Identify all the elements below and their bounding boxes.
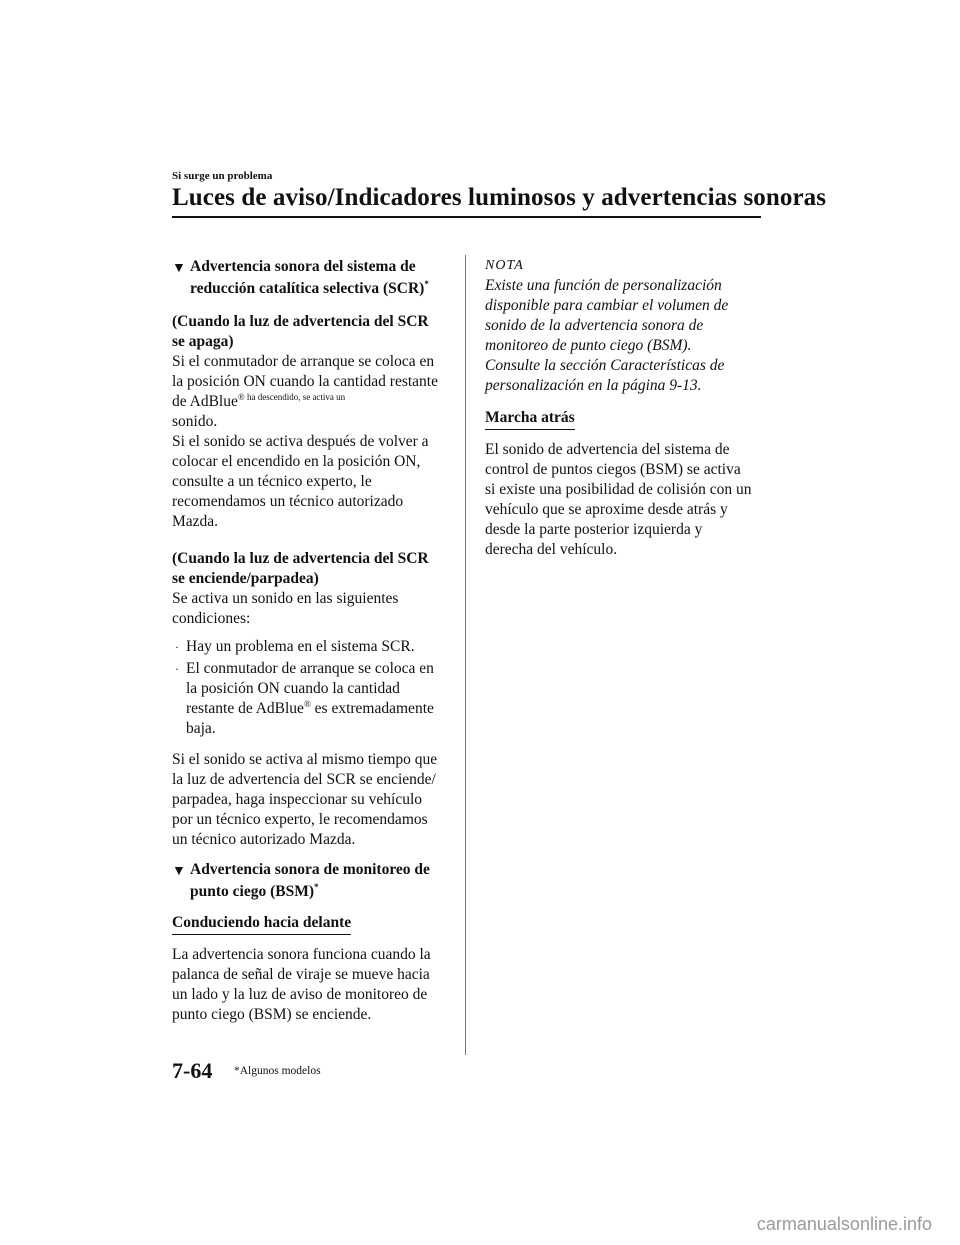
reverse-paragraph xyxy=(485,440,763,560)
list-item-text: la posición ON cuando la cantidad xyxy=(186,680,400,697)
scr-heading-line1: Advertencia sonora del sistema de xyxy=(190,258,416,275)
left-column xyxy=(172,256,442,1025)
scr-on-subheading xyxy=(172,549,442,589)
text-line: Si el sonido se activa después de volver a xyxy=(172,433,429,450)
text-line: monitoreo de punto ciego (BSM). xyxy=(485,337,692,354)
text-line: punto ciego (BSM) se enciende. xyxy=(172,1006,372,1023)
forward-paragraph xyxy=(172,945,442,1025)
text-line: derecha del vehículo. xyxy=(485,541,618,558)
title-rule xyxy=(172,216,761,218)
text-line: vehículo que se aproxime desde atrás y xyxy=(485,501,728,518)
scr-off-subheading xyxy=(172,312,442,352)
list-item-text: Hay un problema en el sistema SCR. xyxy=(186,638,415,655)
text-line: El sonido de advertencia del sistema de xyxy=(485,441,730,458)
subheading-line: (Cuando la luz de advertencia del SCR xyxy=(172,313,429,330)
text-line: Se activa un sonido en las siguientes xyxy=(172,590,399,607)
spacer xyxy=(172,532,442,549)
subheading-line: se apaga) xyxy=(172,333,234,350)
text-line: de AdBlue xyxy=(172,393,238,410)
registered-mark: ® xyxy=(303,699,311,709)
list-item xyxy=(172,659,442,739)
text-line: condiciones: xyxy=(172,610,251,627)
note-label: NOTA xyxy=(485,258,524,273)
footnote: *Algunos modelos xyxy=(234,1065,321,1077)
forward-subheading: Conduciendo hacia delante xyxy=(172,913,351,935)
text-line: si existe una posibilidad de colisión con un xyxy=(485,481,752,498)
reverse-subheading-wrap xyxy=(485,408,763,430)
text-line: consulte a un técnico experto, le xyxy=(172,473,372,490)
text-line: colocar el encendido en la posición ON, xyxy=(172,453,421,470)
reverse-subheading: Marcha atrás xyxy=(485,408,575,430)
text-line: la luz de advertencia del SCR se enciende/ xyxy=(172,771,436,788)
text-line: Existe una función de personalización xyxy=(485,277,722,294)
text-line: desde la parte posterior izquierda y xyxy=(485,521,703,538)
bsm-sound-heading xyxy=(172,859,442,903)
text-line: Si el sonido se activa al mismo tiempo que xyxy=(172,751,438,768)
scr-on-paragraph xyxy=(172,750,442,850)
spacer xyxy=(172,741,442,750)
text-line: sonido de la advertencia sonora de xyxy=(485,317,704,334)
conditions-list xyxy=(172,637,442,739)
bullet-dot-icon: · xyxy=(175,662,179,676)
watermark: carmanualsonline.info xyxy=(756,1214,932,1234)
column-divider xyxy=(465,255,466,1055)
section-label: Si surge un problema xyxy=(172,170,273,182)
text-line: Mazda. xyxy=(172,513,219,530)
list-item-text: restante de AdBlue xyxy=(186,700,304,717)
text-line: un técnico autorizado Mazda. xyxy=(172,831,356,848)
scr-heading-line2: reducción catalítica selectiva (SCR) xyxy=(190,280,425,297)
text-line: La advertencia sonora funciona cuando la xyxy=(172,946,431,963)
text-line: recomendamos un técnico autorizado xyxy=(172,493,404,510)
text-line: personalización en la página 9-13. xyxy=(485,377,702,394)
text-line: parpadea, haga inspeccionar su vehículo xyxy=(172,791,423,808)
bsm-heading-line1: Advertencia sonora de monitoreo de xyxy=(190,861,430,878)
list-item-text: es extremadamente xyxy=(310,700,434,717)
subheading-line: (Cuando la luz de advertencia del SCR xyxy=(172,550,429,567)
text-line: Si el conmutador de arranque se coloca en xyxy=(172,353,435,370)
bsm-heading-line2: punto ciego (BSM) xyxy=(190,883,314,900)
asterisk-marker: * xyxy=(314,882,319,892)
spacer xyxy=(172,850,442,859)
text-line: palanca de señal de viraje se mueve hacia xyxy=(172,966,430,983)
scr-off-paragraph xyxy=(172,352,442,532)
text-line: un lado y la luz de aviso de monitoreo de xyxy=(172,986,428,1003)
triangle-down-icon: ▼ xyxy=(172,261,186,276)
list-item-text: baja. xyxy=(186,720,216,737)
registered-mark: ® ha descendido, se activa un xyxy=(237,392,346,402)
page-title: Luces de aviso/Indicadores luminosos y advertencias sonoras xyxy=(172,184,827,211)
text-line: Consulte la sección Características de xyxy=(485,357,725,374)
text-line: la posición ON cuando la cantidad restante xyxy=(172,373,438,390)
scr-on-intro xyxy=(172,589,442,629)
right-column xyxy=(485,256,763,560)
bullet-dot-icon: · xyxy=(175,640,179,654)
text-line: control de puntos ciegos (BSM) se activa xyxy=(485,461,741,478)
text-line: sonido. xyxy=(172,413,218,430)
scr-sound-heading xyxy=(172,256,442,300)
text-line: por un técnico experto, le recomendamos xyxy=(172,811,428,828)
subheading-line: se enciende/parpadea) xyxy=(172,570,319,587)
text-line: disponible para cambiar el volumen de xyxy=(485,297,729,314)
forward-subheading-wrap xyxy=(172,913,442,935)
note-paragraph xyxy=(485,276,763,396)
list-item-text: El conmutador de arranque se coloca en xyxy=(186,660,434,677)
page-number: 7-64 xyxy=(172,1058,213,1083)
list-item xyxy=(172,637,442,657)
asterisk-marker: * xyxy=(424,279,429,289)
triangle-down-icon: ▼ xyxy=(172,864,186,879)
